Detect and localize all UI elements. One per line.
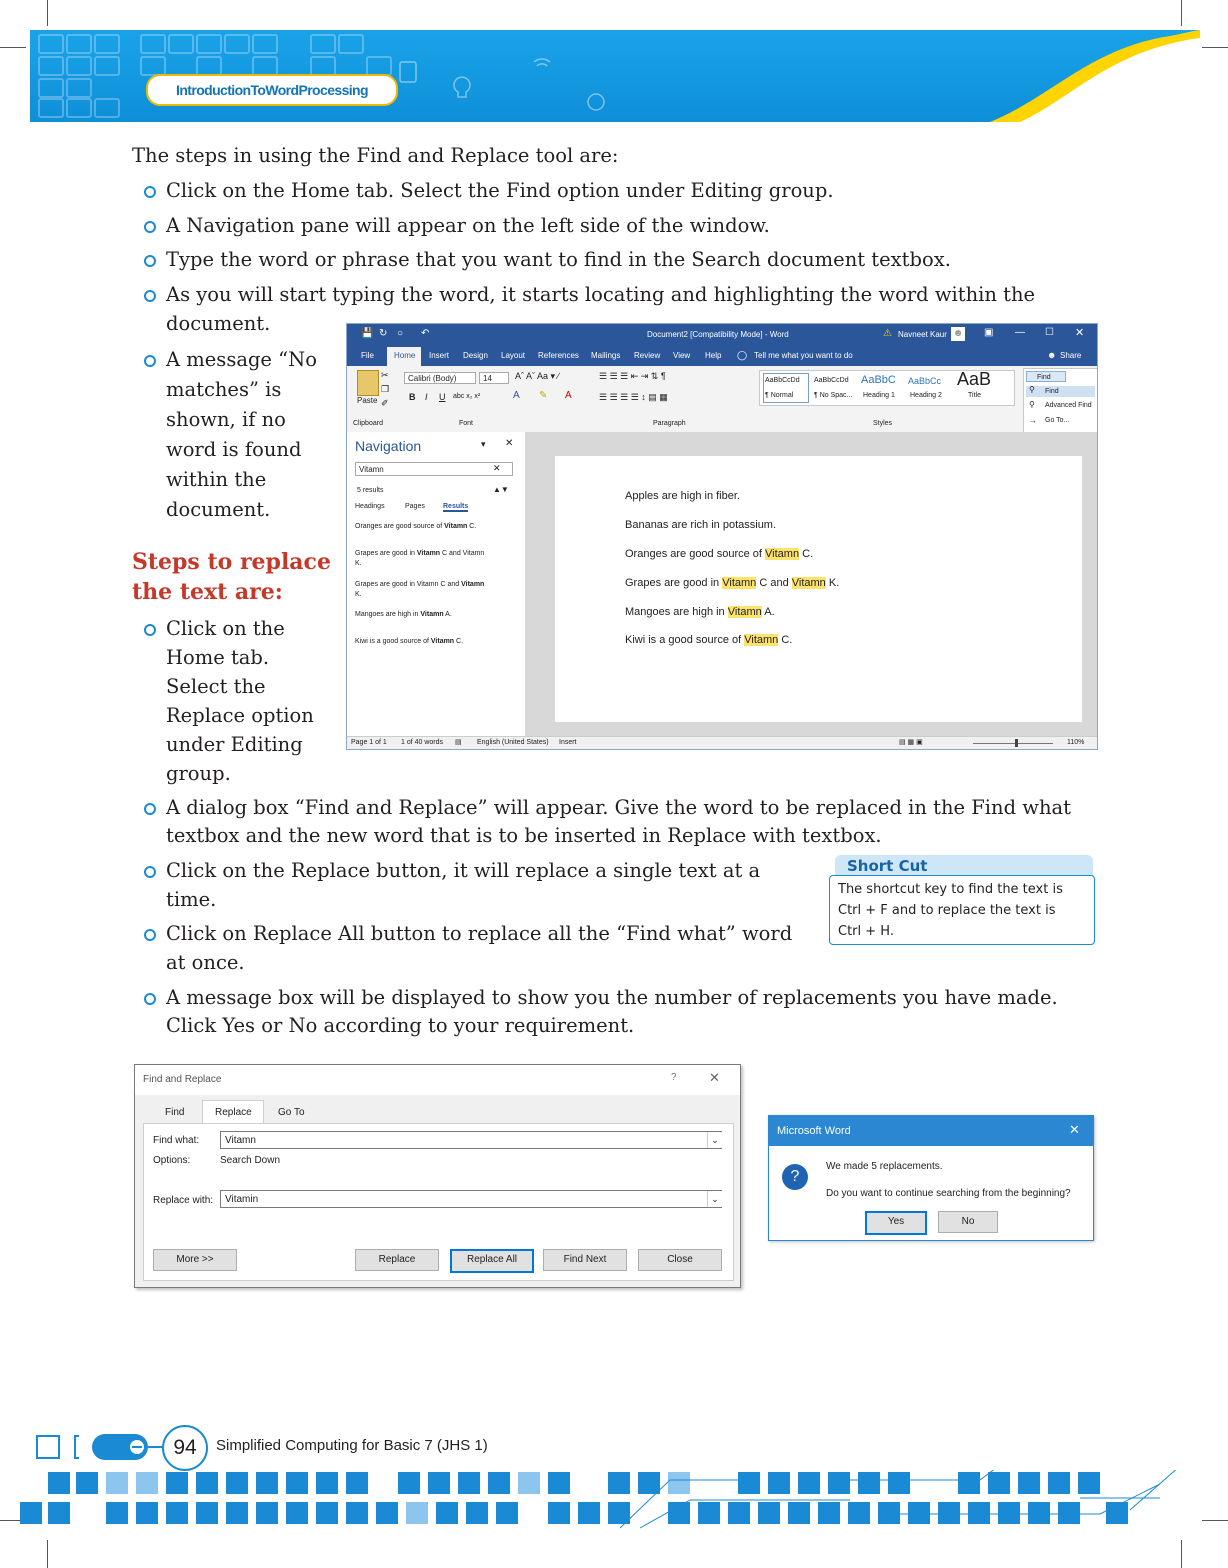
shortcut-box [829,875,1095,945]
status-words[interactable]: 1 of 40 words [401,739,444,746]
navigation-pane [347,432,526,736]
search-icon: ⚲ [1029,385,1035,394]
more-button[interactable]: More >> [153,1249,237,1271]
help-icon[interactable]: ? [671,1072,677,1083]
shortcut-line: Ctrl + F and to replace the text is [838,903,1056,918]
replace-step2-line2: textbox and the new word that is to be inserted in Replace with textbox. [166,824,882,847]
search-document-input[interactable]: Vitamn [355,462,513,476]
message-titlebar [769,1116,1093,1146]
ribbon-tabs [347,346,1097,366]
bullet-icon [144,929,156,941]
chapter-tag: IntroductionToWordProcessing [146,74,398,106]
bullet-icon [144,993,156,1005]
doc-line: Oranges are good source of Vitamn C. [625,548,814,560]
tell-me-box[interactable]: Tell me what you want to do [754,351,853,360]
word-titlebar [347,324,1097,346]
person-icon: ☻ [1047,350,1057,360]
style-name[interactable]: Title [968,392,981,399]
word-window-screenshot [346,323,1098,750]
tab-layout[interactable]: Layout [501,351,526,360]
doc-line: Bananas are rich in potassium. [625,519,777,531]
nav-result[interactable]: Oranges are good source of Vitamn C. [355,523,477,530]
find-step-5-line2: matches” is [166,378,282,401]
arrow-right-icon: → [1029,416,1037,425]
list-icons[interactable]: ☰ ☰ ☰ ⇤ ⇥ ⇅ ¶ [599,371,666,381]
replace-with-input[interactable]: Vitamin [220,1190,722,1208]
dialog-titlebar [135,1065,740,1095]
find-step-5-line6: document. [166,498,271,521]
doc-line: Kiwi is a good source of Vitamn C. [625,634,793,646]
chevron-down-icon[interactable]: ⌄ [707,1191,722,1207]
navigation-title: Navigation [355,438,422,454]
replace-heading-line2: the text are: [132,579,283,605]
close-button[interactable]: Close [638,1249,722,1271]
dialog-title: Find and Replace [143,1074,222,1085]
tab-panel [143,1123,734,1281]
shortcut-line: The shortcut key to find the text is [838,882,1063,897]
find-dropdown-menu [1023,368,1098,434]
search-icon: ⚲ [1029,400,1035,409]
replace-step1-line6: group. [166,762,231,785]
replace-step4-line2: at once. [166,951,245,974]
status-mode[interactable]: Insert [559,739,577,746]
replace-step3-line2: time. [166,888,217,911]
document-page[interactable] [555,456,1082,722]
page-number: 94 [162,1425,208,1471]
replace-step1-line3: Select the [166,675,266,698]
nav-result[interactable]: Mangoes are high in Vitamn A. [355,611,452,618]
close-icon[interactable]: ✕ [709,1070,720,1085]
find-what-input[interactable]: Vitamn [220,1131,722,1149]
bullet-icon [144,255,156,267]
no-button[interactable]: No [938,1211,998,1233]
paste-icon[interactable] [357,370,379,396]
bullet-icon [144,186,156,198]
user-name[interactable]: Navneet Kaur [898,330,947,339]
header-swoosh [970,30,1200,122]
replace-step5-line2: Click Yes or No according to your requirement. [166,1014,635,1037]
undo-icon[interactable]: ↶ [421,328,430,339]
nav-result[interactable]: Kiwi is a good source of Vitamn C. [355,638,464,645]
styles-gallery [759,370,1015,406]
options-value: Search Down [220,1155,281,1166]
script-icons[interactable]: abc x₂ x² [453,393,481,400]
find-step-5-line3: shown, if no [166,408,286,431]
options-label: Options: [153,1155,191,1166]
replace-heading-line1: Steps to replace [132,549,331,575]
message-line1: We made 5 replacements. [826,1161,943,1172]
format-painter-icon[interactable]: ✐ [381,398,389,408]
chevron-down-icon[interactable]: ⌄ [707,1132,722,1148]
intro-text: The steps in using the Find and Replace tool are: [132,144,619,167]
group-label-paragraph: Paragraph [653,420,686,427]
ribbon [347,366,1097,433]
message-title: Microsoft Word [777,1125,851,1137]
find-step-2: A Navigation pane will appear on the left side of the window. [166,214,770,237]
message-box [768,1115,1094,1241]
italic-icon[interactable]: I [425,392,428,402]
bullet-icon [144,221,156,233]
touch-mode-icon[interactable]: ○ [397,328,404,339]
find-button[interactable]: Find [1026,371,1066,382]
replace-step1-line4: Replace option [166,704,314,727]
warning-icon: ⚠ [883,328,892,339]
find-step-5-line1: A message “No [166,348,317,371]
avatar[interactable]: ☻ [952,328,964,339]
ribbon-display-icon[interactable]: ▣ [984,327,994,338]
status-language[interactable]: English (United States) [477,739,549,746]
find-step-5-line5: within the [166,468,267,491]
style-name[interactable]: ¶ No Spac... [814,392,853,399]
tab-replace[interactable]: Replace [215,1107,252,1118]
paste-label[interactable]: Paste [357,396,378,405]
group-label-styles: Styles [873,420,893,427]
find-step-4-line2: document. [166,312,271,335]
grow-font-icon[interactable]: Aˆ Aˇ Aa ▾ ∕ [515,371,560,381]
find-replace-dialog [134,1064,741,1288]
tab-view[interactable]: View [673,351,691,360]
style-sample[interactable]: AaBbCcDd [765,377,800,384]
maximize-icon[interactable]: ☐ [1045,327,1054,338]
nav-result[interactable]: Grapes are good in Vitamn C and Vitamn K. [355,550,485,567]
style-name[interactable]: ¶ Normal [765,392,794,399]
clear-icon[interactable]: ✕ [493,463,501,473]
tab-file[interactable]: File [361,351,374,360]
bullet-icon [144,624,156,636]
underline-icon[interactable]: U [439,392,446,402]
view-icons[interactable]: ▤ ▦ ▣ [899,739,923,746]
tab-home[interactable]: Home [394,351,416,360]
style-sample[interactable]: AaBbC [861,374,896,386]
close-icon[interactable]: ✕ [505,438,514,449]
replace-step5-line1: A message box will be displayed to show you the number of replacements you have made. [166,986,1058,1009]
font-name-box[interactable]: Calibri (Body) [404,372,476,384]
font-size-box[interactable]: 14 [479,372,509,384]
tab-mailings[interactable]: Mailings [591,351,621,360]
style-sample[interactable]: AaBbCc [908,376,942,386]
close-icon[interactable]: ✕ [1075,327,1085,339]
zoom-slider-handle[interactable] [1015,739,1018,747]
advanced-find-menu-item[interactable]: Advanced Find [1045,402,1092,409]
message-line2: Do you want to continue searching from the beginning? [826,1188,1071,1199]
replace-step1-line5: under Editing [166,733,303,756]
circuit-lines [600,1470,1200,1530]
replace-step1-line1: Click on the [166,617,285,640]
status-page[interactable]: Page 1 of 1 [351,739,387,746]
prev-next-icon[interactable]: ▲▼ [493,485,509,494]
find-step-4-line1: As you will start typing the word, it starts locating and highlighting the word within the [166,283,1036,306]
style-name[interactable]: Heading 1 [863,392,895,399]
find-step-5-line4: word is found [166,438,302,461]
minimize-icon[interactable]: — [1015,327,1025,338]
results-count: 5 results [357,487,384,494]
tab-find[interactable]: Find [165,1107,185,1118]
replace-step3-line1: Click on the Replace button, it will replace a single text at a [166,859,761,882]
style-sample[interactable]: AaB [957,369,992,389]
doc-line: Mangoes are high in Vitamn A. [625,606,775,618]
book-title: Simplified Computing for Basic 7 (JHS 1) [216,1437,488,1454]
go-to-menu-item[interactable]: Go To... [1045,417,1070,424]
replace-all-button[interactable]: Replace All [450,1249,534,1273]
tab-references[interactable]: References [538,351,579,360]
bullet-icon [144,355,156,367]
footer-pattern [0,1470,1228,1530]
tech-icons [396,52,636,122]
tab-goto[interactable]: Go To [278,1107,305,1118]
yes-button[interactable]: Yes [865,1211,927,1235]
tab-design[interactable]: Design [463,351,488,360]
footer-decoration [36,1435,60,1459]
bold-icon[interactable]: B [409,392,416,402]
shortcut-title: Short Cut [835,855,1093,877]
tab-insert[interactable]: Insert [429,351,450,360]
find-step-3: Type the word or phrase that you want to find in the Search document textbox. [166,248,951,271]
autosave-icon[interactable]: ↻ [379,328,388,339]
bullet-icon [144,866,156,878]
cut-icon[interactable]: ✂ [381,370,389,380]
status-zoom[interactable]: 110% [1067,739,1085,746]
find-next-button[interactable]: Find Next [543,1249,627,1271]
find-menu-item[interactable]: Find [1026,386,1095,397]
group-label-font: Font [459,420,474,427]
doc-line: Grapes are good in Vitamn C and Vitamn K. [625,577,840,589]
window-title: Document2 [Compatibility Mode] - Word [647,330,789,339]
footer-decoration [74,1435,79,1459]
style-sample[interactable]: AaBbCcDd [814,377,849,384]
replace-button[interactable]: Replace [355,1249,439,1271]
bullet-icon [144,803,156,815]
tab-help[interactable]: Help [705,351,722,360]
replace-step4-line1: Click on Replace All button to replace all the “Find what” word [166,922,793,945]
group-label-clipboard: Clipboard [353,420,383,427]
shortcut-line: Ctrl + H. [838,924,894,939]
proofing-icon[interactable]: ▤ [455,739,462,746]
find-what-label: Find what: [153,1135,200,1146]
align-icons[interactable]: ☰ ☰ ☰ ☰ ↕ ▤ ▦ [599,392,668,402]
lightbulb-icon: ◯ [737,350,748,360]
copy-icon[interactable]: ❐ [381,384,390,394]
bullet-icon [144,290,156,302]
replace-with-label: Replace with: [153,1195,214,1206]
chevron-down-icon[interactable]: ▾ [481,439,486,449]
find-step-1: Click on the Home tab. Select the Find option under Editing group. [166,179,834,202]
doc-line: Apples are high in fiber. [625,490,740,502]
text-effects-icon[interactable]: A [513,390,520,401]
font-color-icon[interactable]: A [565,390,572,401]
tab-review[interactable]: Review [634,351,661,360]
document-area [525,432,1097,736]
subtab-results[interactable]: Results [443,503,469,510]
style-name[interactable]: Heading 2 [910,392,942,399]
highlight-icon[interactable]: ✎ [539,390,548,401]
zoom-slider[interactable] [973,743,1053,744]
subtab-pages[interactable]: Pages [405,503,425,510]
save-icon[interactable]: 💾 [361,328,374,339]
status-bar [347,736,1097,750]
share-button[interactable]: Share [1060,351,1082,360]
replace-step2-line1: A dialog box “Find and Replace” will appear. Give the word to be replaced in the Find what [166,796,1071,819]
close-icon[interactable]: ✕ [1069,1122,1080,1137]
nav-result[interactable]: Grapes are good in Vitamn C and Vitamn K. [355,581,485,598]
replace-step1-line2: Home tab. [166,646,270,669]
subtab-headings[interactable]: Headings [355,503,385,510]
question-icon: ? [782,1164,808,1190]
